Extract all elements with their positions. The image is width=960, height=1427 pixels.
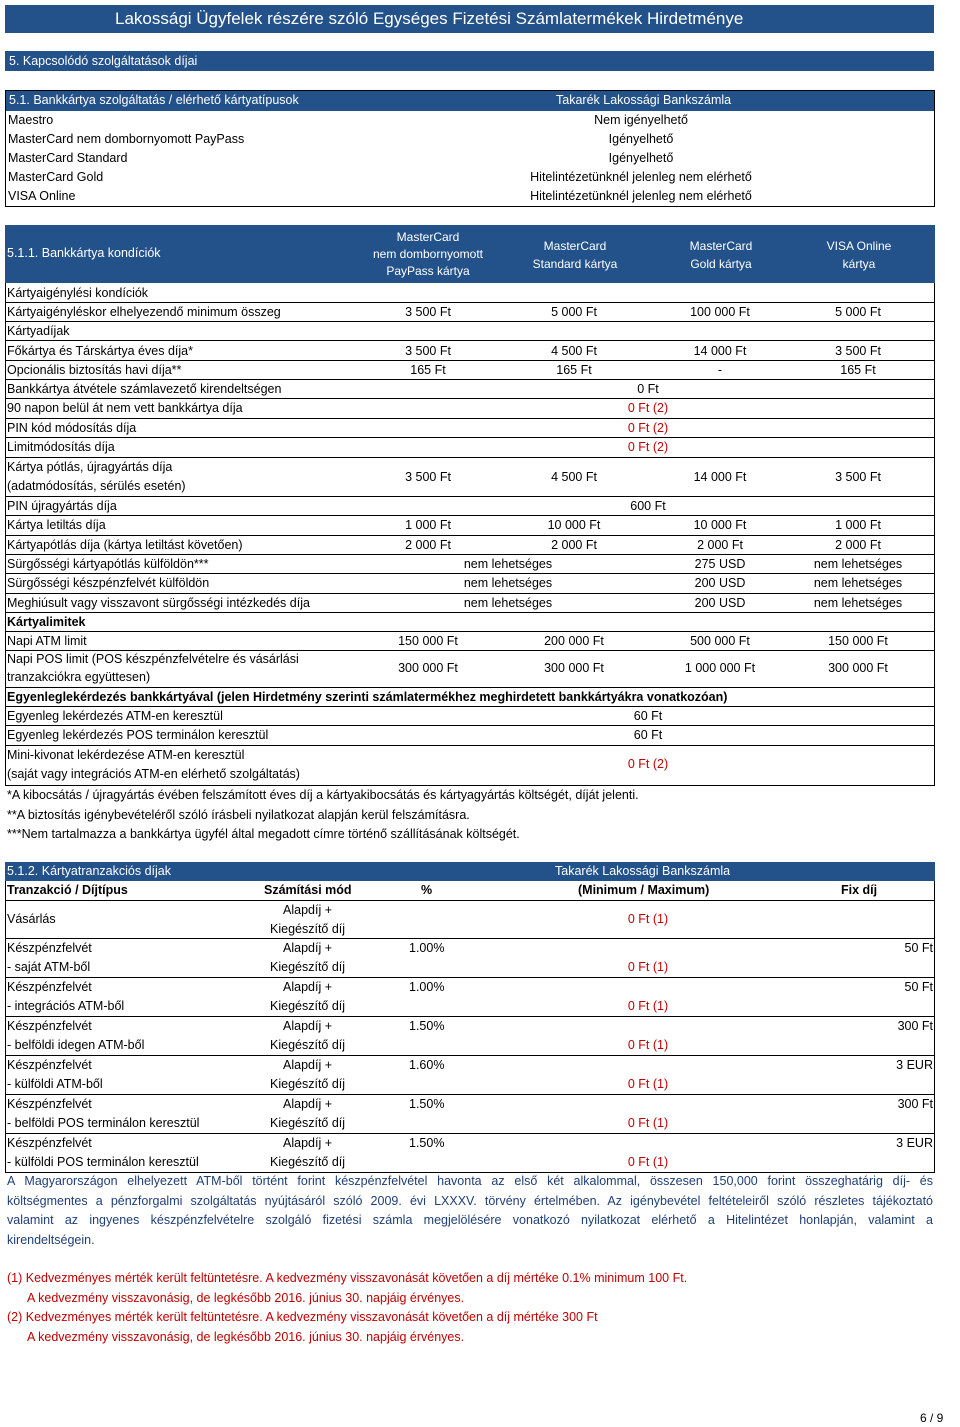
- val-col3: -: [717, 363, 723, 377]
- val-col3: 275 USD: [694, 557, 746, 571]
- para-line: költségmentes a pénzforgalmi szolgáltatás nyújtásáról szóló 2009. évi LXXXV. törvény értelmében. Az igénybevétel feltételeiről szóló részletes tájékoztató: [7, 1193, 933, 1208]
- val-col4: 165 Ft: [840, 363, 876, 377]
- tx-percent: 1.60%: [409, 1058, 445, 1072]
- val-all: 0 Ft (2): [627, 757, 669, 771]
- val-col2: 5 000 Ft: [551, 305, 597, 319]
- tx-label-2: - külföldi POS terminálon keresztül: [7, 1155, 199, 1169]
- tx-base: Alapdíj +: [283, 980, 332, 994]
- tx-supplement: Kiegészítő díj: [270, 1077, 346, 1091]
- row-label: Napi ATM limit: [7, 634, 87, 648]
- tx-supplement: Kiegészítő díj: [270, 1155, 346, 1169]
- card-type-status: Hitelintézetünknél jelenleg nem elérhető: [530, 189, 752, 203]
- val-col4: nem lehetséges: [813, 576, 903, 590]
- tx-fix: 3 EUR: [896, 1058, 933, 1072]
- tx-label: Készpénzfelvét: [7, 1136, 92, 1150]
- val-col2: 2 000 Ft: [551, 538, 597, 552]
- card-type-status: Hitelintézetünknél jelenleg nem elérhető: [530, 170, 752, 184]
- tx-label: Készpénzfelvét: [7, 1019, 92, 1033]
- transaction-fees-header: [5, 862, 935, 881]
- tx-percent: 1.50%: [409, 1019, 445, 1033]
- val-col1: 300 000 Ft: [398, 661, 458, 675]
- tx-percent: 1.50%: [409, 1136, 445, 1150]
- val-col2: 165 Ft: [556, 363, 592, 377]
- col-mc-gold-l2: Gold kártya: [690, 257, 752, 271]
- val-col4: 1 000 Ft: [835, 518, 881, 532]
- para-line: A Magyarországon elhelyezett ATM-ből történt forint készpénzfelvétel havonta az első két alkalommal, összesen 150,000 forint összeghatárig díj- és: [7, 1174, 933, 1188]
- tx-base: Alapdíj +: [283, 903, 332, 917]
- tx-label: Készpénzfelvét: [7, 1058, 92, 1072]
- table-row: [5, 978, 935, 1016]
- val-all: 60 Ft: [633, 709, 663, 723]
- card-type-status: Nem igényelhető: [594, 113, 688, 127]
- val-all: 0 Ft (2): [627, 401, 669, 415]
- note-3: ***Nem tartalmazza a bankkártya ügyfél által megadott címre történő szállításának költségét.: [7, 827, 520, 841]
- tx-percent: 1.00%: [409, 980, 445, 994]
- val-col1: 165 Ft: [410, 363, 446, 377]
- card-type-name: MasterCard nem dombornyomott PayPass: [8, 132, 245, 146]
- card-type-name: VISA Online: [8, 189, 76, 203]
- val-col4: nem lehetséges: [813, 596, 903, 610]
- card-types-header: [6, 91, 934, 111]
- tx-label-2: - integrációs ATM-ből: [7, 999, 125, 1013]
- tx-label: Készpénzfelvét: [7, 941, 92, 955]
- col-method: Számítási mód: [264, 883, 352, 897]
- card-type-name: Maestro: [8, 113, 54, 127]
- card-conditions-title: 5.1.1. Bankkártya kondíciók: [7, 246, 161, 260]
- tx-base: Alapdíj +: [283, 1058, 332, 1072]
- row-label: Egyenleg lekérdezés POS terminálon keresztül: [7, 728, 269, 742]
- val-col3: 200 USD: [694, 576, 746, 590]
- tx-supplement-value: 0 Ft (1): [627, 1116, 669, 1130]
- category-balance: Egyenleglekérdezés bankkártyával (jelen Hirdetmény szerinti számlatermékhez meghirdetett bankkártyákra vonatkozóan): [7, 690, 728, 704]
- val-col2: 300 000 Ft: [544, 661, 604, 675]
- tx-percent: 1.00%: [409, 941, 445, 955]
- row-label: Főkártya és Társkártya éves díja*: [7, 344, 193, 358]
- footnote-1: (1) Kedvezményes mérték került feltüntetésre. A kedvezmény visszavonását követően a díj mértéke 0.1% minimum 100 Ft.: [7, 1271, 688, 1285]
- tx-label-2: - külföldi ATM-ből: [7, 1077, 103, 1091]
- val-col12: nem lehetséges: [463, 576, 553, 590]
- row-label: Egyenleg lekérdezés ATM-en keresztül: [7, 709, 223, 723]
- category-limits: Kártyalimitek: [7, 615, 86, 629]
- card-type-status: Igényelhető: [608, 132, 674, 146]
- col-mc-paypass-l3: PayPass kártya: [386, 264, 470, 278]
- val-col1: 150 000 Ft: [398, 634, 458, 648]
- category-application: Kártyaigénylési kondíciók: [7, 286, 149, 300]
- row-label: PIN kód módosítás díja: [7, 421, 137, 435]
- val-col3: 200 USD: [694, 596, 746, 610]
- row-label: Kártyapótlás díja (kártya letiltást követően): [7, 538, 243, 552]
- tx-supplement-value: 0 Ft (1): [627, 1077, 669, 1091]
- row-label: Napi POS limit (POS készpénzfelvételre és vásárlási: [7, 652, 299, 666]
- card-types-header-right: Takarék Lakossági Bankszámla: [556, 93, 732, 107]
- row-label: Opcionális biztosítás havi díja**: [7, 363, 182, 377]
- row-label: Mini-kivonat lekérdezése ATM-en keresztül: [7, 748, 245, 762]
- footnote-2b: A kedvezmény visszavonásig, de legkésőbb 2016. június 30. napjáig érvényes.: [27, 1329, 465, 1344]
- col-mc-paypass-l2: nem dombornyomott: [372, 247, 484, 261]
- tx-supplement: Kiegészítő díj: [270, 1038, 346, 1052]
- col-visa-l1: VISA Online: [826, 239, 892, 253]
- category-fees: Kártyadíjak: [7, 324, 70, 338]
- tx-fix: 3 EUR: [896, 1136, 933, 1150]
- val-col4: 150 000 Ft: [828, 634, 888, 648]
- col-visa-l2: kártya: [842, 257, 876, 271]
- tx-label-2: - belföldi idegen ATM-ből: [7, 1038, 145, 1052]
- page-title: Lakossági Ügyfelek részére szóló Egységes Fizetési Számlatermékek Hirdetménye: [5, 5, 934, 33]
- table-row: [5, 1095, 935, 1133]
- val-col2: 4 500 Ft: [551, 470, 597, 484]
- footnote-1b: A kedvezmény visszavonásig, de legkésőbb 2016. június 30. napjáig érvényes.: [27, 1290, 465, 1305]
- val-col12: nem lehetséges: [463, 557, 553, 571]
- tx-fix: 300 Ft: [897, 1019, 933, 1033]
- col-mc-standard-l2: Standard kártya: [532, 257, 618, 271]
- tx-base: Alapdíj +: [283, 1097, 332, 1111]
- tx-supplement: Kiegészítő díj: [270, 960, 346, 974]
- row-label-2: (adatmódosítás, sérülés esetén): [7, 479, 186, 493]
- val-col1: 1 000 Ft: [405, 518, 451, 532]
- val-col1: 3 500 Ft: [405, 470, 451, 484]
- card-type-name: MasterCard Standard: [8, 151, 128, 165]
- tx-supplement: Kiegészítő díj: [270, 1116, 346, 1130]
- val-col4: 2 000 Ft: [835, 538, 881, 552]
- val-all: 60 Ft: [633, 728, 663, 742]
- val-col3: 10 000 Ft: [693, 518, 747, 532]
- table-row: [5, 1134, 935, 1172]
- row-label: Kártya pótlás, újragyártás díja: [7, 460, 173, 474]
- card-type-status: Igényelhető: [608, 151, 674, 165]
- val-col3: 14 000 Ft: [693, 470, 747, 484]
- row-label: Meghiúsult vagy visszavont sürgősségi intézkedés díja: [7, 596, 310, 610]
- val-all: 0 Ft: [637, 382, 659, 396]
- tx-fix: 50 Ft: [904, 980, 933, 994]
- col-transaction: Tranzakció / Díjtípus: [7, 883, 128, 897]
- tx-supplement: Kiegészítő díj: [270, 999, 346, 1013]
- val-col1: 3 500 Ft: [405, 305, 451, 319]
- atm-info-paragraph: [7, 1172, 933, 1250]
- col-mc-gold-l1: MasterCard: [689, 239, 753, 253]
- row-label: Bankkártya átvétele számlavezető kirendeltségen: [7, 382, 282, 396]
- tx-label-2: - belföldi POS terminálon keresztül: [7, 1116, 200, 1130]
- card-types-header-left: 5.1. Bankkártya szolgáltatás / elérhető kártyatípusok: [9, 93, 299, 107]
- tx-fix: 50 Ft: [904, 941, 933, 955]
- row-label: Sürgősségi kártyapótlás külföldön***: [7, 557, 209, 571]
- val-col2: 10 000 Ft: [547, 518, 601, 532]
- tx-percent: 1.50%: [409, 1097, 445, 1111]
- row-label-2: tranzakciókra együttesen): [7, 670, 151, 684]
- tx-supplement-value: 0 Ft (1): [627, 1038, 669, 1052]
- table-row: [5, 939, 935, 977]
- tx-label: Készpénzfelvét: [7, 1097, 92, 1111]
- table-row: [5, 1017, 935, 1055]
- val-col4: 3 500 Ft: [835, 470, 881, 484]
- tx-fix: 300 Ft: [897, 1097, 933, 1111]
- section-5-title: 5. Kapcsolódó szolgáltatások díjai: [5, 51, 934, 71]
- val-col4: nem lehetséges: [813, 557, 903, 571]
- col-mc-standard-l1: MasterCard: [543, 239, 607, 253]
- col-minmax: (Minimum / Maximum): [578, 883, 710, 897]
- tx-supplement-value: 0 Ft (1): [627, 999, 669, 1013]
- para-line: valamint az ingyenes készpénzfelvételre szolgáló fizetési számla megjelölésére vonatkozó nyilatkozat elérhető a Hitelintézet honlapján, valamint a: [7, 1213, 933, 1227]
- val-col3: 100 000 Ft: [690, 305, 750, 319]
- para-line: kirendeltségein.: [7, 1232, 95, 1247]
- tx-base: Alapdíj +: [283, 1019, 332, 1033]
- val-col3: 14 000 Ft: [693, 344, 747, 358]
- val-col4: 300 000 Ft: [828, 661, 888, 675]
- footnote-2: (2) Kedvezményes mérték került feltüntetésre. A kedvezmény visszavonását követően a díj mértéke 300 Ft: [7, 1310, 598, 1324]
- row-label: 90 napon belül át nem vett bankkártya díja: [7, 401, 243, 415]
- note-1: *A kibocsátás / újragyártás évében felszámított éves díj a kártyakibocsátás és kártyagyártás költségét, díját jelenti.: [7, 788, 639, 802]
- table-row: [5, 901, 935, 939]
- row-label-2: (saját vagy integrációs ATM-en elérhető szolgáltatás): [7, 767, 300, 781]
- col-percent: %: [421, 883, 433, 897]
- row-label: Kártyaigényléskor elhelyezendő minimum összeg: [7, 305, 281, 319]
- val-col12: nem lehetséges: [463, 596, 553, 610]
- val-col2: 4 500 Ft: [551, 344, 597, 358]
- val-col3: 2 000 Ft: [697, 538, 743, 552]
- col-fix: Fix díj: [841, 883, 878, 897]
- transaction-fees-title: 5.1.2. Kártyatranzakciós díjak: [7, 864, 171, 878]
- val-col4: 3 500 Ft: [835, 344, 881, 358]
- tx-supplement-value: 0 Ft (1): [627, 960, 669, 974]
- tx-supplement-value: 0 Ft (1): [627, 912, 669, 926]
- val-col1: 3 500 Ft: [405, 344, 451, 358]
- tx-base: Alapdíj +: [283, 941, 332, 955]
- transaction-fees-account: Takarék Lakossági Bankszámla: [555, 864, 731, 878]
- val-col4: 5 000 Ft: [835, 305, 881, 319]
- note-2: **A biztosítás igénybevételéről szóló írásbeli nyilatkozat alapján kerül felszámításra.: [7, 807, 470, 822]
- footnotes: [7, 1269, 687, 1347]
- val-col2: 200 000 Ft: [544, 634, 604, 648]
- row-label: PIN újragyártás díja: [7, 499, 117, 513]
- tx-supplement-value: 0 Ft (1): [627, 1155, 669, 1169]
- card-conditions-header: [5, 225, 935, 283]
- val-col3: 1 000 000 Ft: [684, 661, 756, 675]
- table-row: [5, 1056, 935, 1094]
- page-number: 6 / 9: [920, 1411, 944, 1425]
- tx-base: Alapdíj +: [283, 1136, 332, 1150]
- row-label: Sürgősségi készpénzfelvét külföldön: [7, 576, 210, 590]
- col-mc-paypass-l1: MasterCard: [396, 230, 460, 244]
- tx-label-2: - saját ATM-ből: [7, 960, 91, 974]
- row-label: Kártya letiltás díja: [7, 518, 106, 532]
- val-col1: 2 000 Ft: [405, 538, 451, 552]
- val-all: 600 Ft: [630, 499, 666, 513]
- card-type-name: MasterCard Gold: [8, 170, 104, 184]
- val-all: 0 Ft (2): [627, 440, 669, 454]
- val-col3: 500 000 Ft: [690, 634, 750, 648]
- tx-label: Készpénzfelvét: [7, 980, 92, 994]
- tx-label: Vásárlás: [7, 912, 56, 926]
- row-label: Limitmódosítás díja: [7, 440, 115, 454]
- tx-supplement: Kiegészítő díj: [270, 922, 346, 936]
- val-all: 0 Ft (2): [627, 421, 669, 435]
- card-types-table: [5, 90, 935, 207]
